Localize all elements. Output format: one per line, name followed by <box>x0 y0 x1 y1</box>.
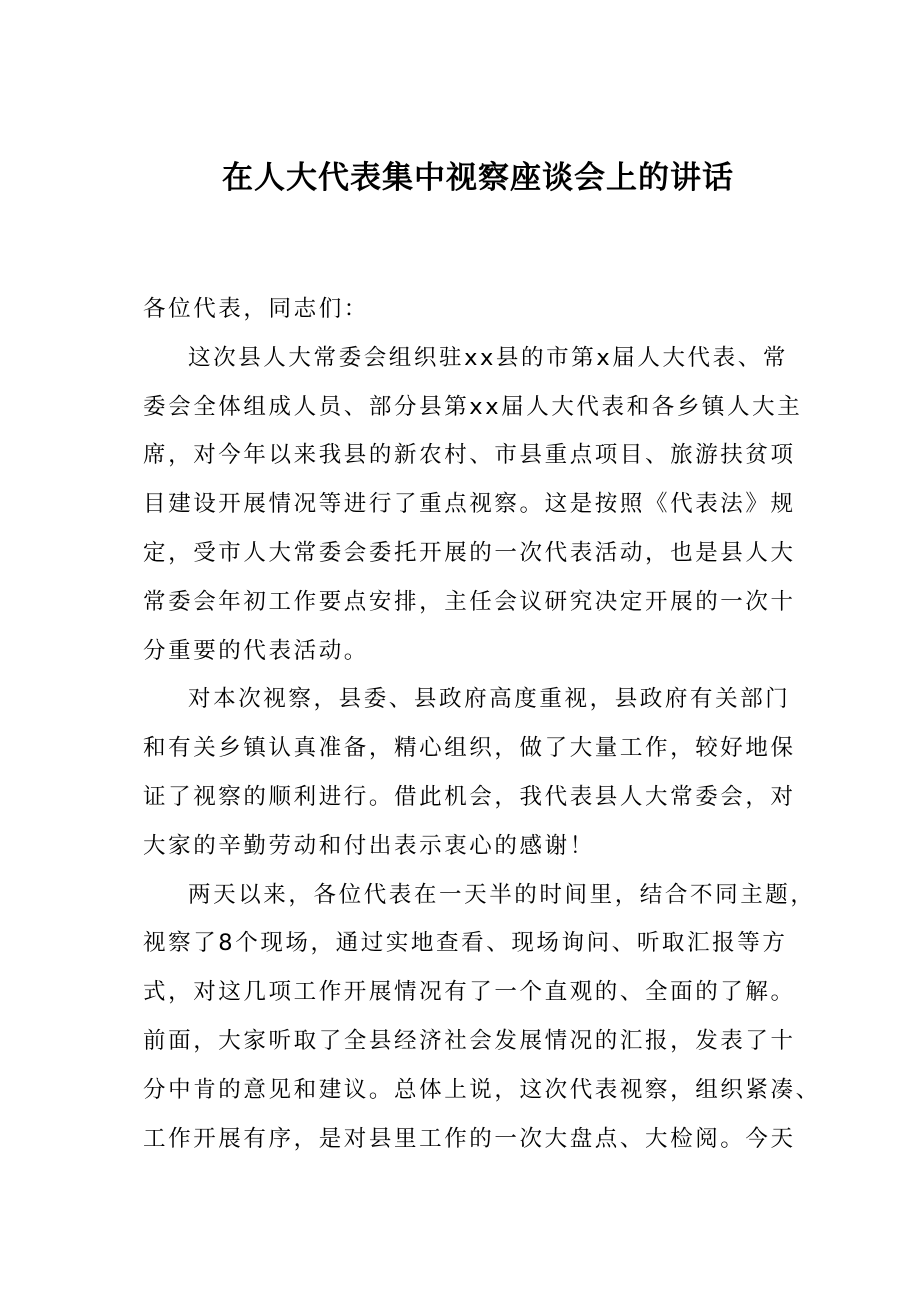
paragraph-line: 式，对这几项工作开展情况有了一个直观的、全面的了解。 <box>143 979 796 1006</box>
document-body <box>143 285 821 1163</box>
paragraph-line: 两天以来，各位代表在一天半的时间里，结合不同主题， <box>188 881 816 908</box>
paragraph-2 <box>143 675 803 870</box>
paragraph-line: 常委会年初工作要点安排，主任会议研究决定开展的一次十 <box>143 588 796 615</box>
paragraph-line: 对本次视察，县委、县政府高度重视，县政府有关部门 <box>188 686 791 713</box>
paragraph-line: 委会全体组成人员、部分县第xx届人大代表和各乡镇人大主 <box>143 393 803 420</box>
paragraph-line: 目建设开展情况等进行了重点视察。这是按照《代表法》规 <box>143 491 796 518</box>
paragraph-line: 分重要的代表活动。 <box>143 637 369 664</box>
paragraph-line: 证了视察的顺利进行。借此机会，我代表县人大常委会，对 <box>143 783 796 810</box>
paragraph-1 <box>143 334 803 676</box>
paragraph-line: 工作开展有序，是对县里工作的一次大盘点、大检阅。今天 <box>143 1125 796 1152</box>
paragraph-line: 这次县人大常委会组织驻xx县的市第x届人大代表、常 <box>188 344 788 371</box>
paragraph-3 <box>143 871 821 1164</box>
document-title: 在人大代表集中视察座谈会上的讲话 <box>222 160 734 196</box>
paragraph-line: 和有关乡镇认真准备，精心组织，做了大量工作，较好地保 <box>143 735 796 762</box>
paragraph-line: 席，对今年以来我县的新农村、市县重点项目、旅游扶贫项 <box>143 442 796 469</box>
paragraph-line: 视察了8个现场，通过实地查看、现场询问、听取汇报等方 <box>143 930 788 957</box>
paragraph-line: 大家的辛勤劳动和付出表示衷心的感谢！ <box>143 832 595 859</box>
paragraph-line: 前面，大家听取了全县经济社会发展情况的汇报，发表了十 <box>143 1027 796 1054</box>
paragraph-line: 定，受市人大常委会委托开展的一次代表活动，也是县人大 <box>143 539 796 566</box>
paragraph-line: 分中肯的意见和建议。总体上说，这次代表视察，组织紧凑、 <box>143 1076 821 1103</box>
salutation: 各位代表，同志们： <box>143 296 369 322</box>
